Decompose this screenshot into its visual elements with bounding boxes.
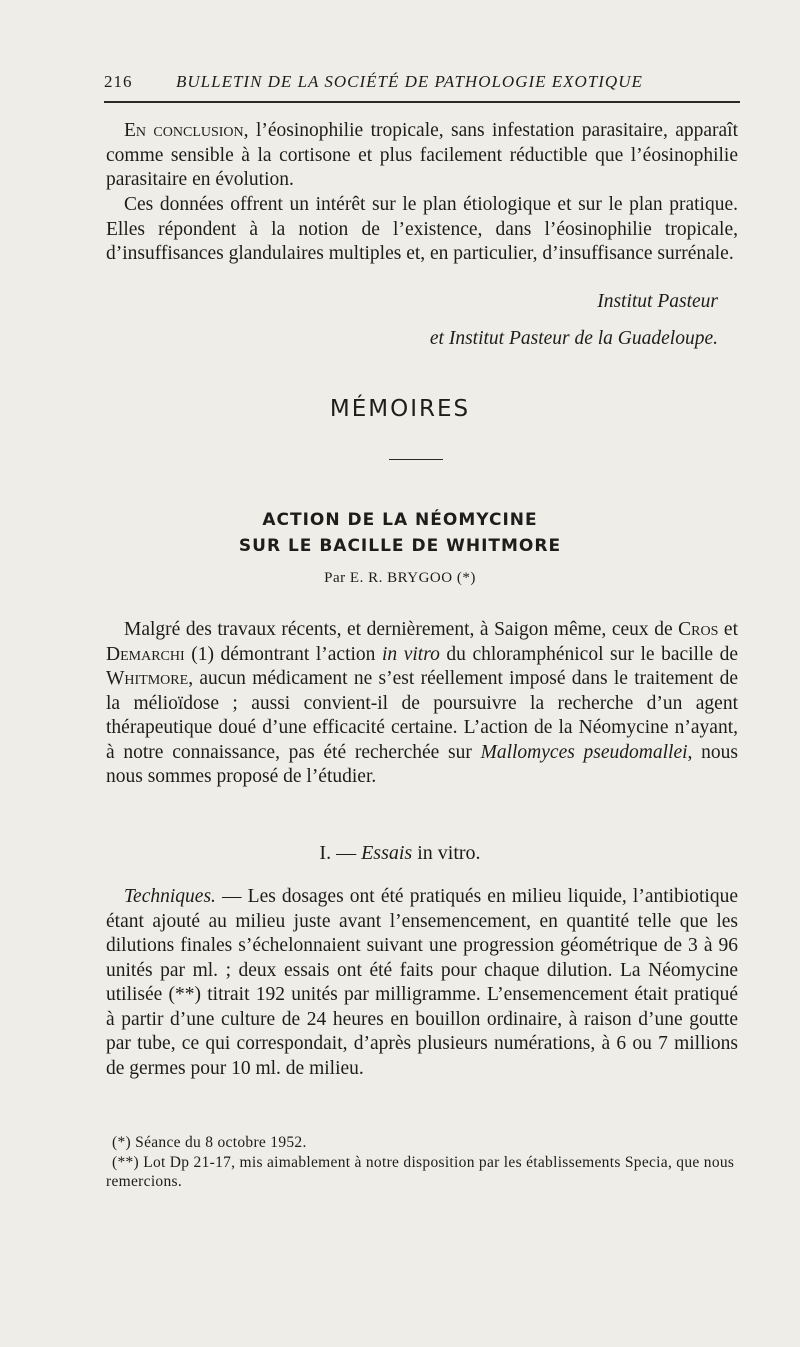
conclusion-paragraph xyxy=(106,119,738,193)
conclusion-lead: En conclusion, xyxy=(124,120,249,141)
subsection-italic: Essais xyxy=(361,842,413,864)
intro-paragraph xyxy=(106,618,738,790)
footnote-1: (*) Séance du 8 octobre 1952. xyxy=(112,1134,307,1151)
intro-text-6: , nous nous sommes proposé de l’étudier. xyxy=(106,741,738,787)
author-cros: Cros xyxy=(678,619,719,640)
subsection-heading xyxy=(0,842,800,865)
term-in-vitro: in vitro xyxy=(382,643,440,665)
intro-text-1: Malgré des travaux récents, et dernièrement, à Saigon même, ceux de xyxy=(124,619,679,640)
author-demarchi: Demarchi xyxy=(106,643,185,665)
techniques-paragraph xyxy=(106,885,738,1081)
techniques-lead: Techniques. xyxy=(124,886,216,907)
intro-text-5: , aucun médicament ne s’est réellement imposé dans le traitement de la mélioïdose ; aussi convient-il de poursuivre la recherche d’un agent thérapeutique doué d’une efficacité certaine. L’action de la Néomycine n’ayant, à notre connaissance, pas été recherchée sur xyxy=(106,668,738,763)
institute-line-1: Institut Pasteur xyxy=(597,291,718,312)
intro-text-2: et xyxy=(718,619,738,640)
name-whitmore: Whitmore xyxy=(106,668,189,689)
section-title: MÉMOIRES xyxy=(329,396,471,422)
subsection-numeral: I. — xyxy=(319,842,362,864)
conclusion-text: l’éosinophilie tropicale, sans infestation parasitaire, apparaît comme sensible à la cortisone et plus facilement réductible que l’éosinophilie parasitaire en évolution. xyxy=(106,120,739,190)
header-rule xyxy=(104,101,740,103)
journal-title: BULLETIN DE LA SOCIÉTÉ DE PATHOLOGIE EXOTIQUE xyxy=(176,72,643,91)
section-rule xyxy=(389,459,443,460)
footnote-2: (**) Lot Dp 21-17, mis aimablement à notre disposition par les établissements Specia, que nous remercions. xyxy=(106,1154,735,1190)
species-name: Mallomyces pseudomallei xyxy=(480,741,688,763)
page-number: 216 xyxy=(104,72,133,91)
institute-line-2: et Institut Pasteur de la Guadeloupe. xyxy=(429,328,718,349)
subsection-rest: in vitro. xyxy=(412,842,481,864)
intro-text-4: du chloramphénicol sur le bacille de xyxy=(439,643,738,665)
article-title-line-1: ACTION DE LA NÉOMYCINE xyxy=(262,510,538,530)
author-line: Par E. R. BRYGOO (*) xyxy=(324,570,476,586)
conclusion-paragraph-2: Ces données offrent un intérêt sur le plan étiologique et sur le plan pratique. Elles répondent à la notion de l’existence, dans l’éosinophilie tropicale, d’insuffisances glandulaires multiples et, en particulier, d’insuffisance surrénale. xyxy=(106,194,738,264)
intro-text-3: (1) démontrant l’action xyxy=(184,643,382,665)
techniques-text: — Les dosages ont été pratiqués en milieu liquide, l’antibiotique étant ajouté au milieu juste avant l’ensemencement, en quantité telle que les dilutions finales s’échelonnaient suivant une progression géométrique de 3 à 96 unités par ml. ; deux essais ont été faits pour chaque dilution. La Néomycine utilisée (**) titrait 192 unités par milligramme. L’ensemencement était pratiqué à partir d’une culture de 24 heures en bouillon ordinaire, à raison d’une goutte par tube, ce qui correspondait, d’après plusieurs numérations, à 6 ou 7 millions de germes pour 10 ml. de milieu. xyxy=(106,886,738,1079)
article-title-line-2: SUR LE BACILLE DE WHITMORE xyxy=(238,536,562,556)
